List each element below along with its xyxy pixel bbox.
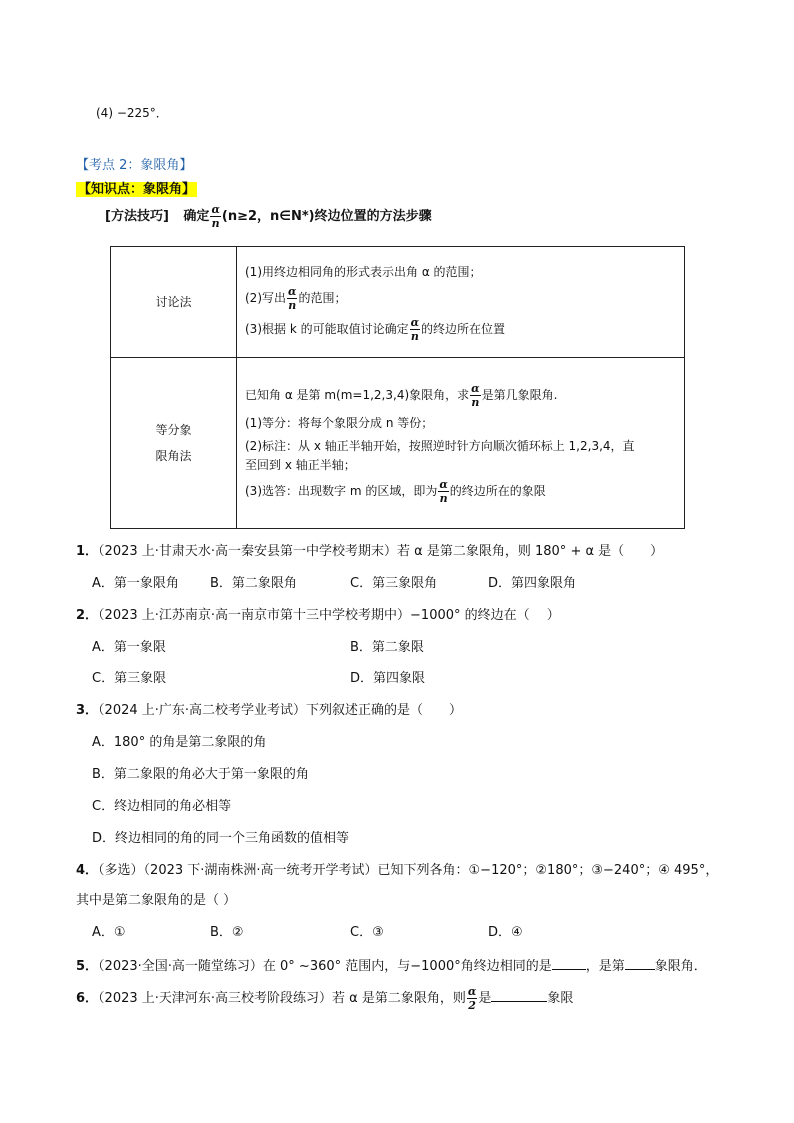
division-intro-post: 是第几象限角. — [481, 387, 558, 402]
question-text-a: （2023 上·天津河东·高三校考阶段练习）若 α 是第二象限角，则 — [98, 991, 466, 1006]
method-title-pre: 确定 — [183, 209, 210, 224]
answer-blank[interactable] — [625, 968, 655, 970]
frac-num: α — [467, 985, 477, 998]
knowledge-tag-label: 【知识点：象限角】 — [78, 182, 196, 197]
question-5 — [76, 955, 707, 974]
division-step-2: (2)标注：从 x 轴正半轴开始，按照逆时针方向顺次循环标上 1,2,3,4，直 — [245, 438, 635, 453]
question-4-line2: 其中是第二象限角的是（ ） — [76, 893, 237, 908]
option-b[interactable]: B．第二象限角 — [210, 576, 297, 591]
option-d[interactable]: D．④ — [488, 925, 523, 940]
question-4 — [76, 859, 718, 878]
division-intro — [245, 383, 676, 408]
answer-blank[interactable] — [491, 1000, 547, 1002]
frac-den: n — [410, 329, 419, 343]
question-text: （2024 上·广东·高二校考学业考试）下列叙述正确的是（ ） — [98, 703, 463, 718]
question-text-b: 是 — [478, 991, 492, 1006]
frac-num: α — [410, 315, 420, 329]
question-text-c: 象限角． — [654, 959, 707, 974]
division-intro-pre: 已知角 α 是第 m(m=1,2,3,4)象限角，求 — [245, 387, 470, 402]
option-c[interactable]: C．③ — [350, 925, 384, 940]
table-row-discussion — [111, 247, 685, 358]
discussion-step-2 — [245, 286, 676, 311]
question-text: （多选）（2023 下·湖南株洲·高一统考开学考试）已知下列各角：①−120°；②180°；③−240°；④ 495°， — [98, 863, 719, 878]
previous-answer: (4) −225°． — [96, 106, 168, 120]
option-a[interactable]: A．第一象限角 — [92, 576, 179, 591]
discussion-step-3-post: 的终边所在位置 — [421, 321, 506, 336]
answer-blank[interactable] — [552, 968, 586, 970]
question-3 — [76, 699, 462, 718]
option-d[interactable]: D．第四象限 — [350, 671, 426, 686]
division-step-2-cont: 至回到 x 轴正半轴； — [245, 457, 356, 472]
division-step-3-post: 的终边所在的象限 — [449, 483, 546, 498]
section-title: 【考点 2：象限角】 — [76, 158, 193, 173]
option-a[interactable]: A．180° 的角是第二象限的角 — [92, 735, 267, 750]
row-body-discussion — [237, 247, 685, 358]
option-c[interactable]: C．第三象限角 — [350, 576, 438, 591]
question-number: 6． — [76, 991, 99, 1006]
discussion-step-2-post: 的范围； — [298, 290, 347, 305]
division-step-1: (1)等分：将每个象限分成 n 等份； — [245, 415, 434, 430]
frac-den: 2 — [468, 999, 476, 1012]
option-c[interactable]: C．终边相同的角必相等 — [92, 799, 232, 814]
division-step-3 — [245, 479, 676, 504]
question-1 — [76, 540, 663, 559]
discussion-step-3 — [245, 317, 676, 342]
question-2 — [76, 604, 560, 623]
row-head-division-line1: 等分象 — [155, 423, 192, 437]
question-text-a: （2023·全国·高一随堂练习）在 0° ~360° 范围内，与−1000°角终边相同的是 — [98, 959, 552, 974]
method-frac-num: α — [211, 203, 220, 216]
frac-num: α — [288, 284, 297, 298]
frac-den: n — [471, 395, 480, 409]
question-text-b: ，是第 — [585, 959, 625, 974]
option-d[interactable]: D．终边相同的角的同一个三角函数的值相等 — [92, 831, 350, 846]
frac-num: α — [439, 477, 448, 491]
question-6 — [76, 986, 573, 1011]
question-number: 1． — [76, 544, 99, 559]
fraction — [470, 383, 480, 408]
discussion-step-2-pre: (2)写出 — [245, 290, 286, 305]
question-number: 4． — [76, 863, 99, 878]
fraction — [467, 986, 477, 1011]
option-a[interactable]: A．第一象限 — [92, 640, 166, 655]
method-frac-den: n — [211, 217, 220, 230]
fraction — [438, 479, 448, 504]
row-head-discussion: 讨论法 — [111, 247, 237, 358]
frac-num: α — [471, 381, 480, 395]
question-number: 3． — [76, 703, 99, 718]
fraction — [287, 286, 297, 311]
frac-den: n — [288, 298, 297, 312]
knowledge-tag — [76, 178, 197, 197]
frac-den: n — [439, 491, 448, 505]
fraction — [410, 317, 420, 342]
discussion-step-1: (1)用终边相同角的形式表示出角 α 的范围； — [245, 264, 482, 279]
question-number: 2． — [76, 608, 99, 623]
question-number: 5． — [76, 959, 99, 974]
row-head-division-line2: 限角法 — [155, 449, 192, 463]
division-step-3-pre: (3)选答：出现数字 m 的区域，即为 — [245, 483, 438, 498]
row-body-division — [237, 358, 685, 529]
option-a[interactable]: A．① — [92, 925, 126, 940]
question-text: （2023 上·甘肃天水·高一秦安县第一中学校考期末）若 α 是第二象限角，则 180° + α 是（ ） — [98, 544, 664, 559]
option-d[interactable]: D．第四象限角 — [488, 576, 577, 591]
discussion-step-3-pre: (3)根据 k 的可能取值讨论确定 — [245, 321, 409, 336]
method-label: [方法技巧] — [105, 209, 169, 224]
option-c[interactable]: C．第三象限 — [92, 671, 167, 686]
table-row-division — [111, 358, 685, 529]
method-title — [105, 204, 432, 229]
option-b[interactable]: B．② — [210, 925, 244, 940]
option-b[interactable]: B．第二象限 — [350, 640, 424, 655]
question-text-c: 象限 — [547, 991, 574, 1006]
option-b[interactable]: B．第二象限的角必大于第一象限的角 — [92, 767, 309, 782]
method-fraction — [210, 204, 220, 229]
question-text: （2023 上·江苏南京·高一南京市第十三中学校考期中）−1000° 的终边在（ ） — [98, 608, 560, 623]
method-title-post: (n≥2，n∈N*)终边位置的方法步骤 — [221, 209, 432, 224]
row-head-division — [111, 358, 237, 529]
method-table — [110, 246, 685, 529]
